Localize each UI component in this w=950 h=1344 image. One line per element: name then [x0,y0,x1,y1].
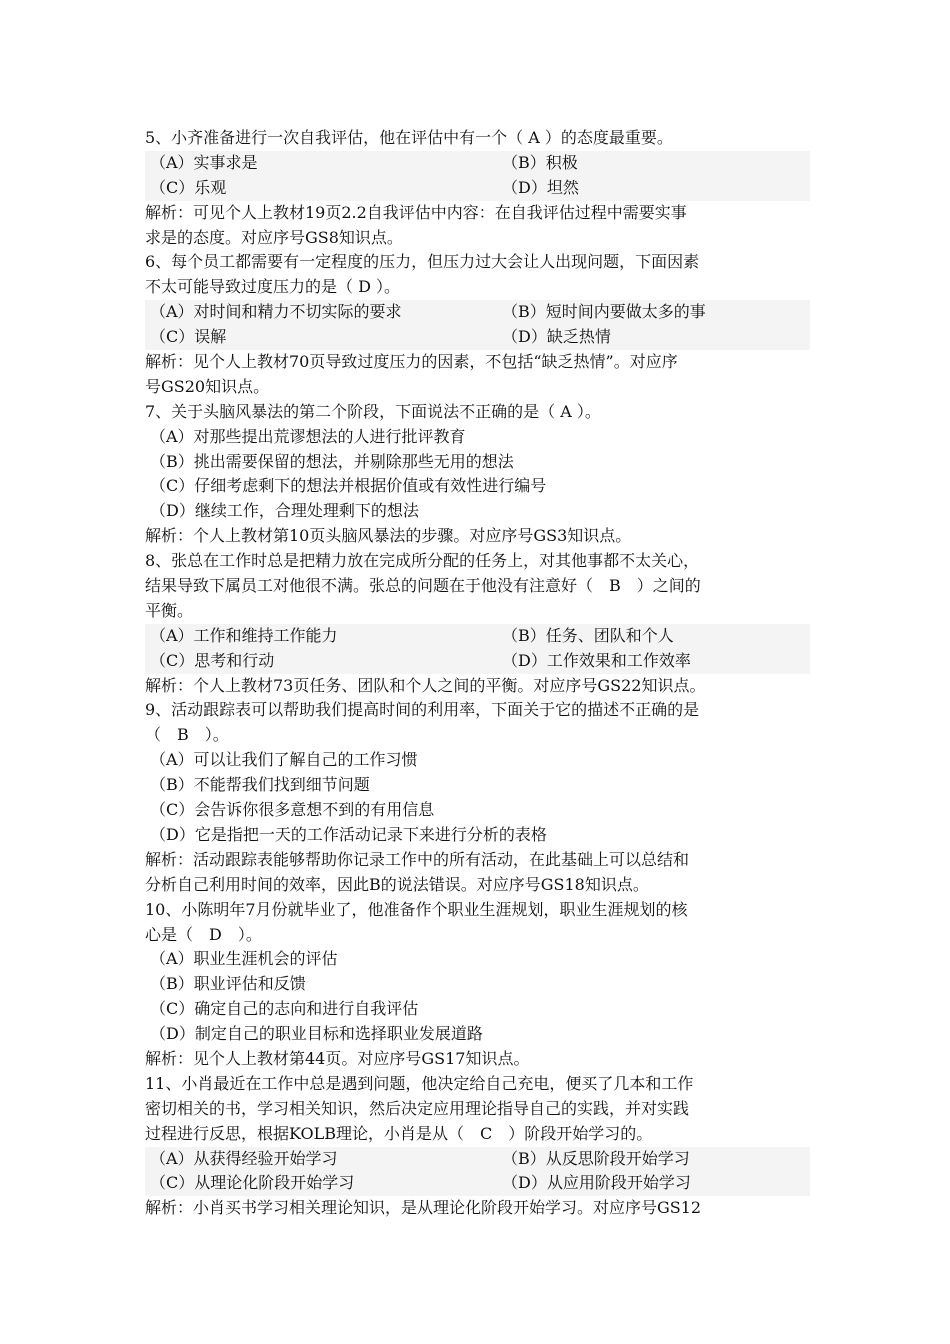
analysis-text-line: 求是的态度。对应序号GS8知识点。 [145,227,403,247]
option-label: （C）乐观 [150,177,227,197]
option-label: （A）工作和维持工作能力 [150,625,338,645]
analysis-text-line: 解析：活动跟踪表能够帮助你记录工作中的所有活动，在此基础上可以总结和 [145,849,690,869]
question-block [145,126,810,250]
analysis-text-line: 分析自己利用时间的效率，因此B的说法错误。对应序号GS18知识点。 [145,874,649,894]
option-row [145,325,810,350]
option-label: （B）短时间内要做太多的事 [502,302,706,322]
option-row [145,1147,810,1172]
question-block [145,698,810,897]
question-block [145,549,810,698]
question-text-line: 密切相关的书，学习相关知识，然后决定应用理论指导自己的实践，并对实践 [145,1098,690,1118]
question-text-line: 7、关于头脑风暴法的第二个阶段，下面说法不正确的是（ A ）。 [145,401,601,421]
question-text-line: 心是（ D ）。 [145,924,262,944]
question-text-line: 结果导致下属员工对他很不满。张总的问题在于他没有注意好（ B ）之间的 [145,576,701,596]
question-block [145,400,810,549]
question-text-line: 9、活动跟踪表可以帮助我们提高时间的利用率，下面关于它的描述不正确的是 [145,700,700,720]
option-label: （B）从反思阶段开始学习 [502,1148,690,1168]
option-label: （D）制定自己的职业目标和选择职业发展道路 [150,1024,483,1044]
option-label: （D）坦然 [502,177,579,197]
option-label: （D）继续工作，合理处理剩下的想法 [150,501,419,521]
question-text-line: 平衡。 [145,600,194,620]
option-label: （A）对那些提出荒谬想法的人进行批评教育 [150,426,466,446]
option-label: （D）缺乏热情 [502,327,611,347]
option-label: （D）工作效果和工作效率 [502,650,691,670]
question-text-line: 过程进行反思，根据KOLB理论，小肖是从（ C ）阶段开始学习的。 [145,1123,653,1143]
analysis-text-line: 解析：见个人上教材第44页。对应序号GS17知识点。 [145,1048,530,1068]
question-text-line: 11、小肖最近在工作中总是遇到问题，他决定给自己充电，便买了几本和工作 [145,1073,694,1093]
option-label: （A）可以让我们了解自己的工作习惯 [150,750,418,770]
question-text-line: （ B ）。 [145,725,229,745]
option-label: （A）职业生涯机会的评估 [150,949,338,969]
question-text-line: 10、小陈明年7月份就毕业了，他准备作个职业生涯规划，职业生涯规划的核 [145,899,688,919]
option-label: （A）对时间和精力不切实际的要求 [150,302,402,322]
option-row [145,624,810,649]
analysis-text-line: 解析：小肖买书学习相关理论知识，是从理论化阶段开始学习。对应序号GS12 [145,1198,702,1218]
option-label: （C）思考和行动 [150,650,275,670]
question-block [145,1072,810,1221]
question-block [145,898,810,1072]
question-text-line: 6、每个员工都需要有一定程度的压力，但压力过大会让人出现问题，下面因素 [145,252,700,272]
option-label: （B）不能帮我们找到细节问题 [150,775,370,795]
option-label: （A）实事求是 [150,152,258,172]
option-label: （D）从应用阶段开始学习 [502,1173,691,1193]
question-list [145,126,810,1221]
analysis-text-line: 解析：见个人上教材70页导致过度压力的因素，不包括“缺乏热情”。对应序 [145,352,678,372]
option-row [145,649,810,674]
option-label: （B）职业评估和反馈 [150,974,306,994]
question-text-line: 8、张总在工作时总是把精力放在完成所分配的任务上，对其他事都不太关心， [145,551,700,571]
option-label: （C）确定自己的志向和进行自我评估 [150,999,419,1019]
option-label: （C）从理论化阶段开始学习 [150,1173,355,1193]
option-label: （A）从获得经验开始学习 [150,1148,338,1168]
option-row [145,1171,810,1196]
option-label: （B）任务、团队和个人 [502,625,674,645]
question-text-line: 不太可能导致过度压力的是（ D ）。 [145,277,401,297]
option-row [145,176,810,201]
analysis-text-line: 解析：个人上教材第10页头脑风暴法的步骤。对应序号GS3知识点。 [145,526,632,546]
option-label: （C）误解 [150,327,227,347]
analysis-text-line: 解析：个人上教材73页任务、团队和个人之间的平衡。对应序号GS22知识点。 [145,675,706,695]
option-label: （C）会告诉你很多意想不到的有用信息 [150,800,435,820]
option-row [145,300,810,325]
option-label: （C）仔细考虑剩下的想法并根据价值或有效性进行编号 [150,476,547,496]
question-block [145,250,810,399]
option-label: （B）挑出需要保留的想法，并剔除那些无用的想法 [150,451,514,471]
option-label: （B）积极 [502,152,578,172]
option-row [145,151,810,176]
option-label: （D）它是指把一天的工作活动记录下来进行分析的表格 [150,824,547,844]
analysis-text-line: 号GS20知识点。 [145,376,270,396]
question-text-line: 5、小齐准备进行一次自我评估，他在评估中有一个（ A ）的态度最重要。 [145,128,673,147]
analysis-text-line: 解析：可见个人上教材19页2.2自我评估中内容：在自我评估过程中需要实事 [145,202,687,222]
